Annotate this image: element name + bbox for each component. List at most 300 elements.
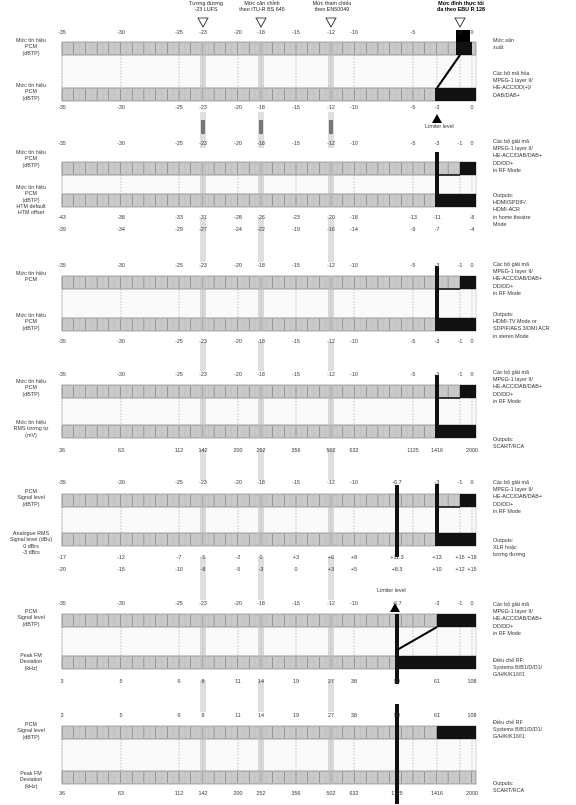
s5-tick-label: -20 <box>58 567 66 573</box>
s5-tick-label: 0 <box>294 567 298 573</box>
s7-tick-label: 142 <box>198 791 208 797</box>
s4-tick-label: 112 <box>174 448 184 454</box>
s5-top-bar <box>62 494 476 507</box>
s2-tick-label: -43 <box>58 215 66 221</box>
s5-tick-label: -25 <box>175 480 183 486</box>
s2-tick-label: -13 <box>409 215 417 221</box>
s1-note-bottom: Các bộ mã hóa MPEG-1 layer II/ HE-ACC/DD(+)/ DAB/DAB+ <box>493 71 533 99</box>
s1-tick-label: -1 <box>457 30 463 36</box>
s6-tick-label: 50 <box>394 679 400 685</box>
s2-reference-band <box>200 162 206 207</box>
s6-top-bar <box>62 614 476 627</box>
s4-tick-label: 63 <box>118 448 124 454</box>
s6-reference-band <box>258 614 264 669</box>
s1-tick-label: -15 <box>292 30 300 36</box>
s3-tick-label: 0 <box>470 339 474 345</box>
s5-bottom-bar <box>62 533 476 546</box>
s3-top-bar <box>62 276 476 289</box>
s1-tick-label: -20 <box>234 30 242 36</box>
s5-tick-label: +5 <box>350 567 358 573</box>
s5-tick-label: +18 <box>467 555 477 561</box>
s2-tick-label: -30 <box>117 141 125 147</box>
s2-tick-label: -18 <box>350 215 358 221</box>
s1-tick-label: -5 <box>410 30 416 36</box>
s3-tick-label: -5 <box>410 263 416 269</box>
s6-tick-label: 5 <box>119 679 123 685</box>
s4-reference-band <box>258 385 264 438</box>
s5-tick-label: -3 <box>258 567 264 573</box>
s2-tick-label: -11 <box>433 215 441 221</box>
s6-tick-label: 61 <box>434 679 440 685</box>
s2-top-peak-fill <box>460 162 476 175</box>
s1-tick-label: -25 <box>175 30 183 36</box>
s2-top-bar <box>62 162 476 175</box>
s2-tick-label: -5 <box>410 141 416 147</box>
s3-tick-label: -15 <box>292 339 300 345</box>
s7-tick-label: 14 <box>258 713 264 719</box>
s6-tick-label: 0 <box>470 601 474 607</box>
s7-bottom-label: Peak FM Deviation (kHz) <box>19 771 43 790</box>
s3-tick-label: -35 <box>58 263 66 269</box>
s5-note-top: Các bộ giải mã MPEG-1 layer II/ HE-ACC/DAB/DAB+ DD/DD+ in RF Mode <box>493 480 542 515</box>
s7-bottom-bar <box>62 771 476 784</box>
s2-reference-band <box>328 162 334 207</box>
s7-top-label: PCM Signal level (dBTP) <box>17 722 45 741</box>
s5-tick-label: -17 <box>58 555 66 561</box>
s3-tick-label: -25 <box>175 263 183 269</box>
s2-ruler <box>62 175 476 194</box>
s3-tick-label: -5 <box>410 339 416 345</box>
s1-tick-label: -20 <box>234 105 242 111</box>
s1-tick-label: -10 <box>350 30 358 36</box>
s4-ruler <box>62 398 476 425</box>
s7-top-bar <box>62 726 476 739</box>
s4-tick-label: 632 <box>349 448 359 454</box>
s3-tick-label: -10 <box>350 263 358 269</box>
s1-limited-fill <box>435 88 476 101</box>
align-marker <box>256 18 266 27</box>
link-band <box>258 218 264 262</box>
s6-top-label: PCM Signal level (dBTP) <box>17 609 45 628</box>
s7-tick-label: 61 <box>434 713 440 719</box>
s4-top-peak-fill <box>460 385 476 398</box>
s3-tick-label: -1 <box>457 339 463 345</box>
s1-tick-label: -35 <box>58 105 66 111</box>
s3-reference-band <box>200 276 206 331</box>
s5-tick-label: -10 <box>350 480 358 486</box>
s5-reference-band <box>328 494 334 546</box>
s6-tick-label: 14 <box>258 679 264 685</box>
s7-tick-label: 11 <box>235 713 241 719</box>
s2-note-top: Các bộ giải mã MPEG-1 layer II/ HE-ACC/DAB/DAB+ DD/DD+ in RF Mode <box>493 139 542 174</box>
s5-bottom-fill <box>437 533 476 546</box>
s1-reference-band <box>258 42 264 101</box>
link-band <box>328 218 334 262</box>
s4-top-bar <box>62 385 476 398</box>
s4-tick-label: 1416 <box>431 448 443 454</box>
s4-tick-label: -5 <box>410 372 416 378</box>
s4-note-top: Các bộ giải mã MPEG-1 layer II/ HE-ACC/DAB/DAB+ DD/DD+ in RF Mode <box>493 370 542 405</box>
max-true-peak-label: Mức đỉnh thực tối đa theo EBU R 128 <box>437 1 485 13</box>
s6-tick-label: -6.7 <box>392 601 402 607</box>
s1-top-label: Mức tín hiệu PCM (dBTP) <box>16 38 46 57</box>
s2-tick-label: -16 <box>327 227 335 233</box>
s7-tick-label: 1416 <box>431 791 443 797</box>
s2-tick-label: -34 <box>117 227 125 233</box>
s2-tick-label: -18 <box>257 141 265 147</box>
s2-tick-label: -23 <box>292 215 300 221</box>
reference-level-label: Mức tham chiếu theo EN50049 <box>312 1 352 13</box>
s6-reference-band <box>328 614 334 669</box>
s7-tick-label: 2000 <box>466 791 478 797</box>
s1-bottom-label: Mức tín hiệu PCM (dBTP) <box>16 83 46 102</box>
s6-tick-label: -25 <box>175 601 183 607</box>
s5-tick-label: +6 <box>327 555 335 561</box>
s3-tick-label: -12 <box>327 263 335 269</box>
s5-tick-label: -3 <box>434 480 440 486</box>
s3-tick-label: 0 <box>470 263 474 269</box>
s7-tick-label: 108 <box>467 713 477 719</box>
s5-tick-label: +12 <box>455 567 465 573</box>
s3-note-bottom: Outputs: HDMI-TV Mode or SDPIF/AES 3/DMI ACR in stereo Mode <box>493 312 550 340</box>
s5-tick-label: -12 <box>117 555 125 561</box>
s5-tick-label: +8 <box>350 555 358 561</box>
link-band <box>200 557 206 600</box>
s2-tick-label: -4 <box>469 227 475 233</box>
s7-note-top: Điều chế RF Systems B/B1/D/D1/ G/H/K/K1/I/I1 <box>493 720 543 741</box>
s6-tick-label: 11 <box>235 679 241 685</box>
s4-tick-label: -10 <box>350 372 358 378</box>
s5-tick-label: -5 <box>200 555 206 561</box>
s7-note-bottom: Outputs: SCART/RCA <box>493 781 525 795</box>
s3-bottom-label: Mức tín hiệu PCM (dBTP) <box>16 313 46 332</box>
s1-tick-label: 0 <box>470 30 474 36</box>
s3-reference-band <box>328 276 334 331</box>
s4-top-label: Mức tín hiệu PCM (dBTP) <box>16 379 46 398</box>
s5-tick-label: -18 <box>257 480 265 486</box>
s6-bottom-label: Peak FM Deviation (kHz) <box>19 653 43 672</box>
s6-bottom-fill <box>397 656 476 669</box>
s2-tick-label: -15 <box>292 141 300 147</box>
s7-reference-band <box>328 726 334 784</box>
s7-reference-band <box>200 726 206 784</box>
s2-bottom-label: Mức tín hiệu PCM (dBTP) HTM default HTM offset <box>16 185 46 217</box>
s7-ruler <box>62 739 476 771</box>
equiv-loudness-label: Tương đương -23 LUFS <box>188 1 224 13</box>
s5-tick-label: +8.3 <box>391 567 403 573</box>
s3-tick-label: -3 <box>434 263 440 269</box>
s2-tick-label: -33 <box>175 215 183 221</box>
s4-tick-label: -30 <box>117 372 125 378</box>
s4-bottom-fill <box>437 425 476 438</box>
s4-bottom-bar <box>62 425 476 438</box>
s2-tick-label: -27 <box>199 227 207 233</box>
s7-tick-label: 632 <box>349 791 359 797</box>
s3-tick-label: -23 <box>199 263 207 269</box>
s5-ruler <box>62 507 476 533</box>
s3-ruler <box>62 289 476 318</box>
s6-tick-label: 27 <box>328 679 334 685</box>
s4-bottom-label: Mức tín hiệu RMS tương tự (mV) <box>13 420 49 439</box>
s1-tick-label: -30 <box>117 30 125 36</box>
s1-tick-label: -15 <box>292 105 300 111</box>
s4-tick-label: -3 <box>434 372 440 378</box>
s3-tick-label: -30 <box>117 339 125 345</box>
s4-tick-label: 1125 <box>407 448 419 454</box>
ref-marker <box>326 18 336 27</box>
s7-reference-band <box>258 726 264 784</box>
s5-tick-label: -12 <box>327 480 335 486</box>
s6-tick-label: -15 <box>292 601 300 607</box>
s6-tick-label: -30 <box>117 601 125 607</box>
s2-tick-label: -24 <box>234 227 242 233</box>
s2-tick-label: -25 <box>175 141 183 147</box>
s4-reference-band <box>328 385 334 438</box>
s5-tick-label: +15 <box>467 567 477 573</box>
s5-minus-6-7-line <box>395 485 399 557</box>
s4-tick-label: -12 <box>327 372 335 378</box>
column-link <box>259 120 263 134</box>
s5-reference-band <box>200 494 206 546</box>
s3-top-peak-fill <box>460 276 476 289</box>
s5-tick-label: -15 <box>292 480 300 486</box>
alignment-level-label: Mức căn chỉnh theo ITU-R BS 645 <box>239 1 285 13</box>
s2-tick-label: -23 <box>199 141 207 147</box>
s1-tick-label: -23 <box>199 105 207 111</box>
equiv-marker <box>198 18 208 27</box>
s6-tick-label: 3 <box>60 679 64 685</box>
s2-tick-label: -31 <box>199 215 207 221</box>
s3-tick-label: -18 <box>257 339 265 345</box>
s5-tick-label: +3 <box>292 555 300 561</box>
s7-tick-label: 3 <box>60 713 64 719</box>
s3-tick-label: -23 <box>199 339 207 345</box>
s2-tick-label: -14 <box>350 227 358 233</box>
s5-tick-label: +13 <box>432 555 442 561</box>
s3-tick-label: -18 <box>257 263 265 269</box>
s6-tick-label: -1 <box>457 601 463 607</box>
s2-note-bottom: Outputs: HDMI/SPDIF/ HDMI-ACR in home theatre Mode <box>493 193 531 228</box>
s4-tick-label: -15 <box>292 372 300 378</box>
s2-tick-label: -8 <box>469 215 475 221</box>
s4-tick-label: 0 <box>470 372 474 378</box>
s5-top-label: PCM Signal level (dBTP) <box>17 489 45 508</box>
s6-tick-label: -18 <box>257 601 265 607</box>
s2-tick-label: -22 <box>257 227 265 233</box>
s6-tick-label: -35 <box>58 601 66 607</box>
s6-tick-label: -23 <box>199 601 207 607</box>
s2-tick-label: -28 <box>234 215 242 221</box>
s5-tick-label: -6.7 <box>392 480 402 486</box>
s2-tick-label: -39 <box>58 227 66 233</box>
s7-tick-label: 5 <box>119 713 123 719</box>
s3-tick-label: -30 <box>117 263 125 269</box>
link-band <box>328 342 334 371</box>
s5-tick-label: 0 <box>259 555 263 561</box>
s1-reference-band <box>328 42 334 101</box>
s3-tick-label: -35 <box>58 339 66 345</box>
s2-tick-label: -35 <box>58 141 66 147</box>
s6-tick-label: -3 <box>434 601 440 607</box>
s2-tick-label: -29 <box>175 227 183 233</box>
s4-tick-label: 142 <box>198 448 208 454</box>
s1-tick-label: -3 <box>434 105 440 111</box>
s2-top-label: Mức tín hiệu PCM (dBTP) <box>16 150 46 169</box>
s2-tick-label: -20 <box>234 141 242 147</box>
s5-tick-label: -15 <box>117 567 125 573</box>
column-link <box>201 120 205 134</box>
s6-reference-band <box>200 614 206 669</box>
s1-tick-label: 0 <box>470 105 474 111</box>
s5-tick-label: -10 <box>175 567 183 573</box>
s7-tick-label: 112 <box>174 791 184 797</box>
s7-tick-label: 36 <box>59 791 65 797</box>
s3-tick-label: -20 <box>234 339 242 345</box>
s3-reference-band <box>258 276 264 331</box>
s5-reference-band <box>258 494 264 546</box>
s6-tick-label: -12 <box>327 601 335 607</box>
limiter-level-label: Limiter level <box>425 124 454 130</box>
s2-tick-label: -1 <box>457 141 463 147</box>
s7-tick-label: 8 <box>201 713 205 719</box>
s2-tick-label: 0 <box>470 141 474 147</box>
peak-marker <box>455 18 465 27</box>
s7-tick-label: 502 <box>326 791 336 797</box>
s5-tick-label: 0 <box>470 480 474 486</box>
s1-ruler <box>62 55 476 88</box>
s1-tick-label: -35 <box>58 30 66 36</box>
s1-tick-label: -18 <box>257 30 265 36</box>
s7-tick-label: 6 <box>177 713 181 719</box>
s2-tick-label: -3 <box>434 141 440 147</box>
s4-tick-label: 36 <box>59 448 65 454</box>
s5-tick-label: -5 <box>235 567 241 573</box>
s2-reference-band <box>258 162 264 207</box>
s4-tick-label: -18 <box>257 372 265 378</box>
s6-tick-label: 8 <box>201 679 205 685</box>
s1-tick-label: -10 <box>350 105 358 111</box>
s5-note-bottom: Outputs: XLR hoặc tương đương <box>493 538 526 559</box>
s5-tick-label: -30 <box>117 480 125 486</box>
s1-peak-fill <box>456 42 472 55</box>
s2-bottom-bar <box>62 194 476 207</box>
s6-top-fill <box>437 614 476 627</box>
s3-tick-label: -3 <box>434 339 440 345</box>
s2-tick-label: -7 <box>434 227 440 233</box>
s1-reference-band <box>200 42 206 101</box>
s2-tick-label: -38 <box>117 215 125 221</box>
s1-tick-label: -12 <box>327 30 335 36</box>
s6-note-bottom: Điều chế RF: Systems B/B1/D/D1/ G/H/K/K1/I/I1 <box>493 658 543 679</box>
s1-tick-label: -5 <box>410 105 416 111</box>
s4-tick-label: -20 <box>234 372 242 378</box>
link-band <box>200 342 206 371</box>
s4-tick-label: 200 <box>233 448 243 454</box>
s2-tick-label: -9 <box>410 227 416 233</box>
s6-tick-label: 19 <box>293 679 299 685</box>
s3-top-label: Mức tín hiệu PCM <box>16 271 46 284</box>
s4-note-bottom: Outputs: SCART/RCA <box>493 437 525 451</box>
limiter-level-label-2: Limiter level <box>377 588 406 594</box>
s7-tick-label: 27 <box>328 713 334 719</box>
s3-tick-label: -25 <box>175 339 183 345</box>
s3-tick-label: -15 <box>292 263 300 269</box>
s7-tick-label: 252 <box>256 791 266 797</box>
s7-tick-label: 19 <box>293 713 299 719</box>
s5-tick-label: -1 <box>457 480 463 486</box>
s5-tick-label: -8 <box>200 567 206 573</box>
s6-tick-label: 108 <box>467 679 477 685</box>
link-band <box>258 342 264 371</box>
s2-tick-label: -19 <box>292 227 300 233</box>
s5-bottom-label: Analogue RMS Signal level (dBu) 0 dBrs -3 dBrs <box>9 531 53 556</box>
s4-tick-label: 502 <box>326 448 336 454</box>
s2-tick-label: -26 <box>257 215 265 221</box>
s5-tick-label: -2 <box>235 555 241 561</box>
s7-tick-label: 356 <box>291 791 301 797</box>
s2-tick-label: -10 <box>350 141 358 147</box>
s6-tick-label: -10 <box>350 601 358 607</box>
s4-tick-label: -25 <box>175 372 183 378</box>
s7-marker <box>395 704 399 804</box>
s6-tick-label: 38 <box>351 679 357 685</box>
s7-tick-label: 1125 <box>391 791 403 797</box>
s7-tick-label: 50 <box>394 713 400 719</box>
s1-tick-label: -23 <box>199 30 207 36</box>
s2-tick-label: -20 <box>327 215 335 221</box>
s1-tick-label: -30 <box>117 105 125 111</box>
s3-tick-label: -12 <box>327 339 335 345</box>
s7-tick-label: 63 <box>118 791 124 797</box>
s1-tick-label: -18 <box>257 105 265 111</box>
s3-bottom-bar <box>62 318 476 331</box>
s2-bottom-fill <box>437 194 476 207</box>
link-band <box>328 557 334 600</box>
link-band <box>200 218 206 262</box>
s5-tick-label: +15 <box>455 555 465 561</box>
s5-tick-label: +10 <box>432 567 442 573</box>
s5-tick-label: -20 <box>234 480 242 486</box>
s5-tick-label: -35 <box>58 480 66 486</box>
s4-tick-label: 252 <box>256 448 266 454</box>
s5-tick-label: +3 <box>327 567 335 573</box>
s5-tick-label: -7 <box>176 555 182 561</box>
s3-note-top: Các bộ giải mã MPEG-1 layer II/ HE-ACC/DAB/DAB+ DD/DD+ in RF Mode <box>493 262 542 297</box>
s2-tick-label: -12 <box>327 141 335 147</box>
s5-tick-label: -23 <box>199 480 207 486</box>
s5-top-peak-fill <box>460 494 476 507</box>
s1-bottom-bar <box>62 88 476 101</box>
s1-tick-label: -12 <box>327 105 335 111</box>
s7-tick-label: 200 <box>233 791 243 797</box>
s3-tick-label: -1 <box>457 263 463 269</box>
s4-tick-label: 356 <box>291 448 301 454</box>
s3-bottom-fill <box>437 318 476 331</box>
s6-tick-label: 6 <box>177 679 181 685</box>
s4-tick-label: -1 <box>457 372 463 378</box>
s7-top-fill <box>437 726 476 739</box>
s6-tick-label: -20 <box>234 601 242 607</box>
s7-tick-label: 38 <box>351 713 357 719</box>
s1-tick-label: -25 <box>175 105 183 111</box>
s4-tick-label: -23 <box>199 372 207 378</box>
s3-tick-label: -10 <box>350 339 358 345</box>
s4-tick-label: -35 <box>58 372 66 378</box>
s1-note-top: Mức sản xuất <box>493 38 514 52</box>
link-band <box>258 557 264 600</box>
s1-top-bar <box>62 42 476 55</box>
s6-ruler <box>62 627 476 656</box>
